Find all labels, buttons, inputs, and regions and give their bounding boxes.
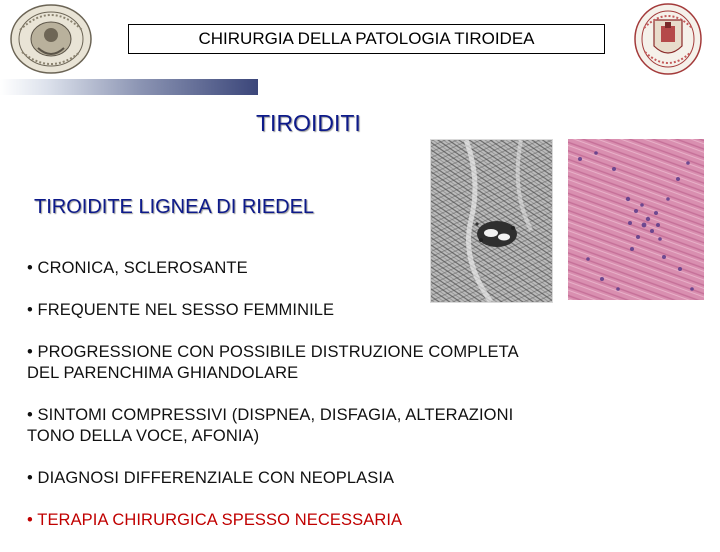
histology-he-image (568, 139, 704, 300)
accent-bar (0, 79, 258, 95)
bullet-item-emphasis: • TERAPIA CHIRURGICA SPESSO NECESSARIA (27, 511, 403, 529)
header-title: CHIRURGIA DELLA PATOLOGIA TIROIDEA (198, 29, 535, 48)
header-title-box (128, 24, 605, 54)
slide-subtitle: TIROIDITE LIGNEA DI RIEDEL (34, 196, 315, 218)
histology-grayscale-image (430, 139, 553, 303)
bullet-item: • DIAGNOSI DIFFERENZIALE CON NEOPLASIA (27, 469, 395, 487)
bullet-item: • SINTOMI COMPRESSIVI (DISPNEA, DISFAGIA, ALTERAZIONI TONO DELLA VOCE, AFONIA) (27, 406, 514, 445)
university-seal-icon (8, 2, 94, 76)
university-crest-icon (632, 2, 704, 76)
bullet-item: • CRONICA, SCLEROSANTE (27, 259, 248, 277)
slide-title: TIROIDITI (256, 110, 361, 136)
bullet-item: • PROGRESSIONE CON POSSIBILE DISTRUZIONE COMPLETA DEL PARENCHIMA GHIANDOLARE (27, 343, 518, 382)
bullet-item: • FREQUENTE NEL SESSO FEMMINILE (27, 301, 335, 319)
